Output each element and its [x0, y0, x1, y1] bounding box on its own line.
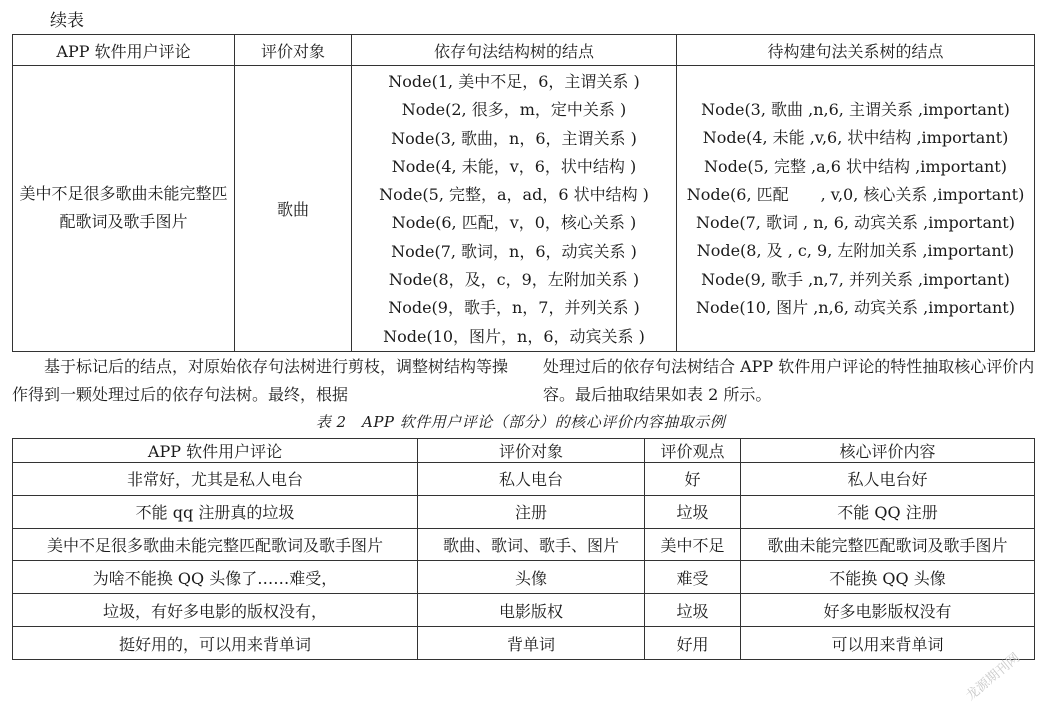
rel-node: Node(8, 及 , c, 9, 左附加关系 ,important)	[696, 241, 1015, 261]
comment-cell: 不能 qq 注册真的垃圾	[13, 495, 418, 528]
dep-node: Node(10，图片，n，6，动宾关系 )	[383, 326, 645, 346]
node-table-header	[13, 35, 1035, 66]
rel-node: Node(10, 图片 ,n,6, 动宾关系 ,important)	[696, 298, 1015, 318]
comment-cell: 垃圾，有好多电影的版权没有，	[13, 594, 418, 627]
rel-nodes-cell	[677, 66, 1035, 352]
dep-node: Node(9，歌手，n，7，并列关系 )	[388, 298, 640, 318]
dep-node: Node(7, 歌词，n，6，动宾关系 )	[391, 241, 637, 261]
header-object: 评价对象	[235, 35, 352, 66]
header-dep-nodes: 依存句法结构树的结点	[352, 35, 677, 66]
header-comment: APP 软件用户评论	[13, 35, 235, 66]
core-content-cell: 不能 QQ 注册	[741, 495, 1035, 528]
paragraph-text: 处理过后的依存句法树结合 APP 软件用户评论的特性抽取核心评价内容。最后抽取结果如表 2 所示。	[543, 357, 1035, 404]
dep-node: Node(4, 未能，v，6，状中结构 )	[391, 156, 637, 176]
rel-node: Node(7, 歌词 , n, 6, 动宾关系 ,important)	[696, 213, 1015, 233]
object-cell: 电影版权	[418, 594, 645, 627]
core-content-cell: 好多电影版权没有	[741, 594, 1035, 627]
extraction-table	[12, 438, 1035, 660]
object-cell: 背单词	[418, 627, 645, 660]
dep-node: Node(2, 很多，m，定中关系 )	[401, 100, 627, 120]
paragraph-text: 基于标记后的结点，对原始依存句法树进行剪枝，调整树结构等操作得到一颗处理过后的依存句法树。最终，根据	[12, 357, 509, 404]
rel-node: Node(9, 歌手 ,n,7, 并列关系 ,important)	[701, 269, 1010, 289]
object-cell: 私人电台	[418, 463, 645, 496]
header-rel-nodes: 待构建句法关系树的结点	[677, 35, 1035, 66]
comment-cell: 美中不足很多歌曲未能完整匹配歌词及歌手图片	[13, 528, 418, 561]
dep-nodes-cell	[352, 66, 677, 352]
table-row	[13, 528, 1035, 561]
body-paragraph-left	[12, 353, 517, 409]
comment-cell: 挺好用的，可以用来背单词	[13, 627, 418, 660]
table-row	[13, 627, 1035, 660]
rel-node: Node(6, 匹配 , v,0, 核心关系 ,important)	[686, 184, 1025, 204]
comment-cell: 为啥不能换 QQ 头像了……难受，	[13, 561, 418, 594]
dep-node: Node(6, 匹配，v，0，核心关系 )	[391, 213, 637, 233]
dep-node: Node(8，及，c，9，左附加关系 )	[388, 270, 640, 290]
extraction-table-header	[13, 439, 1035, 463]
rel-node: Node(4, 未能 ,v,6, 状中结构 ,important)	[702, 128, 1009, 148]
opinion-cell: 垃圾	[645, 495, 741, 528]
dep-node: Node(1, 美中不足，6，主谓关系 )	[388, 72, 640, 91]
watermark: 龙源期刊网	[963, 650, 1023, 704]
continued-label: 续表	[50, 11, 84, 31]
object-cell: 歌曲、歌词、歌手、图片	[418, 528, 645, 561]
header-comment: APP 软件用户评论	[13, 439, 418, 463]
comment-cell: 美中不足很多歌曲未能完整匹配歌词及歌手图片	[13, 66, 235, 352]
dep-node: Node(5, 完整，a，ad，6 状中结构 )	[379, 185, 649, 205]
node-table	[12, 34, 1035, 352]
node-table-row	[13, 66, 1035, 352]
header-core-content: 核心评价内容	[741, 439, 1035, 463]
table-row	[13, 495, 1035, 528]
core-content-cell: 私人电台好	[741, 463, 1035, 496]
comment-cell: 非常好，尤其是私人电台	[13, 463, 418, 496]
core-content-cell: 不能换 QQ 头像	[741, 561, 1035, 594]
table2-caption: 表 2 APP 软件用户评论（部分）的核心评价内容抽取示例	[315, 413, 726, 431]
header-object: 评价对象	[418, 439, 645, 463]
table-row	[13, 561, 1035, 594]
rel-node: Node(5, 完整 ,a,6 状中结构 ,important)	[704, 156, 1007, 176]
opinion-cell: 好用	[645, 627, 741, 660]
object-cell: 头像	[418, 561, 645, 594]
dep-node: Node(3, 歌曲，n，6，主谓关系 )	[391, 128, 637, 148]
body-paragraph-right	[543, 353, 1035, 409]
opinion-cell: 难受	[645, 561, 741, 594]
opinion-cell: 美中不足	[645, 528, 741, 561]
core-content-cell: 歌曲未能完整匹配歌词及歌手图片	[741, 528, 1035, 561]
object-cell: 歌曲	[235, 66, 352, 352]
object-cell: 注册	[418, 495, 645, 528]
table-row	[13, 594, 1035, 627]
header-opinion: 评价观点	[645, 439, 741, 463]
opinion-cell: 好	[645, 463, 741, 496]
opinion-cell: 垃圾	[645, 594, 741, 627]
core-content-cell: 可以用来背单词	[741, 627, 1035, 660]
rel-node: Node(3, 歌曲 ,n,6, 主谓关系 ,important)	[701, 100, 1010, 119]
table-row	[13, 463, 1035, 496]
